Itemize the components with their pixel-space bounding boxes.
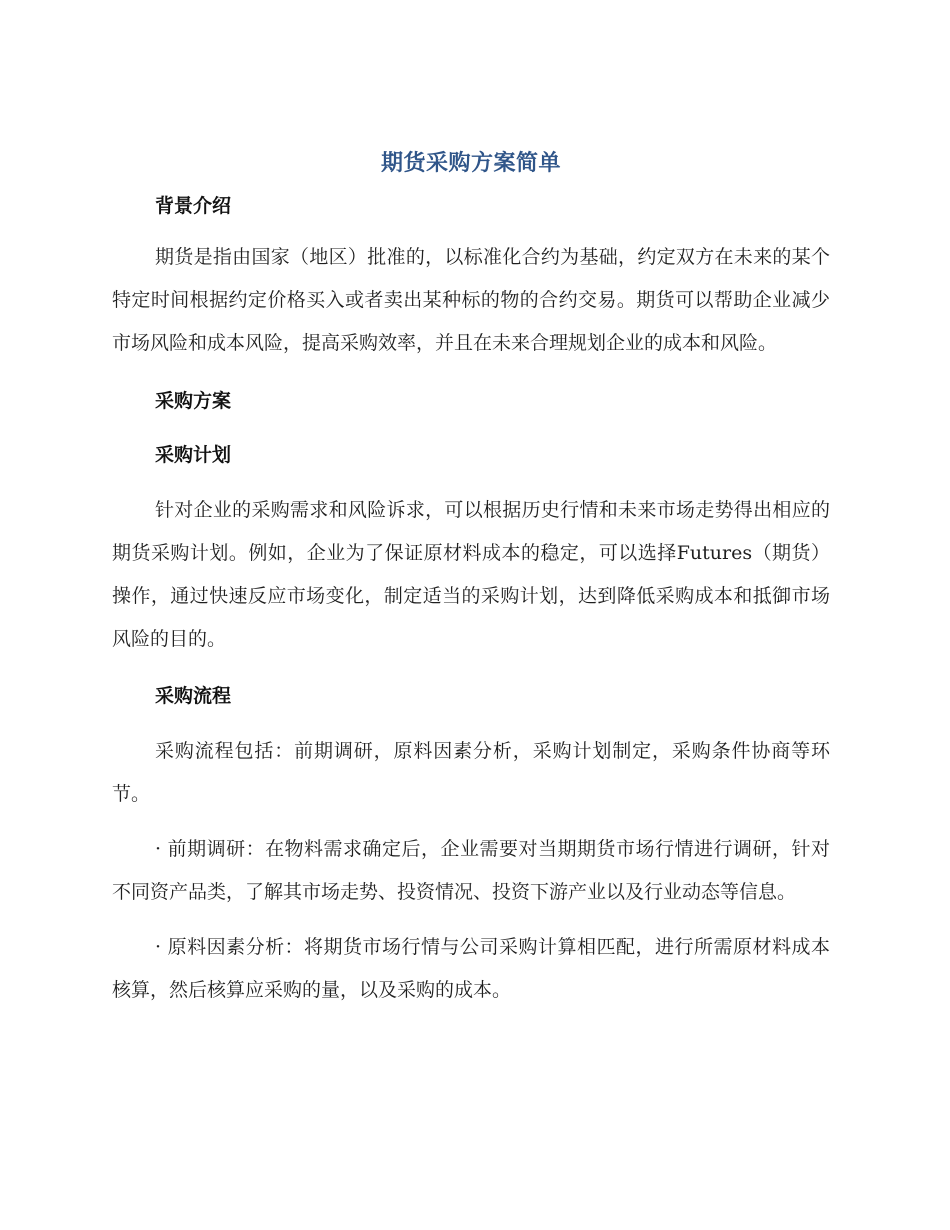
section-heading-background: 背景介绍 [155,195,232,217]
section-heading-schedule: 采购计划 [155,444,232,466]
paragraph-background: 期货是指由国家（地区）批准的，以标准化合约为基础，约定双方在未来的某个特定时间根据约定价格买入或者卖出某种标的物的合约交易。期货可以帮助企业减少市场风险和成本风险，提高采购效率，并且在未来合理规划企业的成本和风险。 [112,246,830,354]
document-title: 期货采购方案简单 [380,151,561,176]
section-heading-plan: 采购方案 [155,390,232,412]
bullet-item-research: · 前期调研：在物料需求确定后，企业需要对当期期货市场行情进行调研，针对不同资产品类，了解其市场走势、投资情况、投资下游产业以及行业动态等信息。 [112,838,830,903]
document-page [112,140,830,1012]
section-heading-process: 采购流程 [155,685,232,707]
paragraph-schedule: 针对企业的采购需求和风险诉求，可以根据历史行情和未来市场走势得出相应的期货采购计划。例如，企业为了保证原材料成本的稳定，可以选择Futures（期货）操作，通过快速反应市场变化，制定适当的采购计划，达到降低采购成本和抵御市场风险的目的。 [112,499,830,650]
bullet-item-analysis: · 原料因素分析：将期货市场行情与公司采购计算相匹配，进行所需原材料成本核算，然后核算应采购的量，以及采购的成本。 [112,936,830,1001]
paragraph-process: 采购流程包括：前期调研，原料因素分析，采购计划制定，采购条件协商等环节。 [112,740,830,805]
